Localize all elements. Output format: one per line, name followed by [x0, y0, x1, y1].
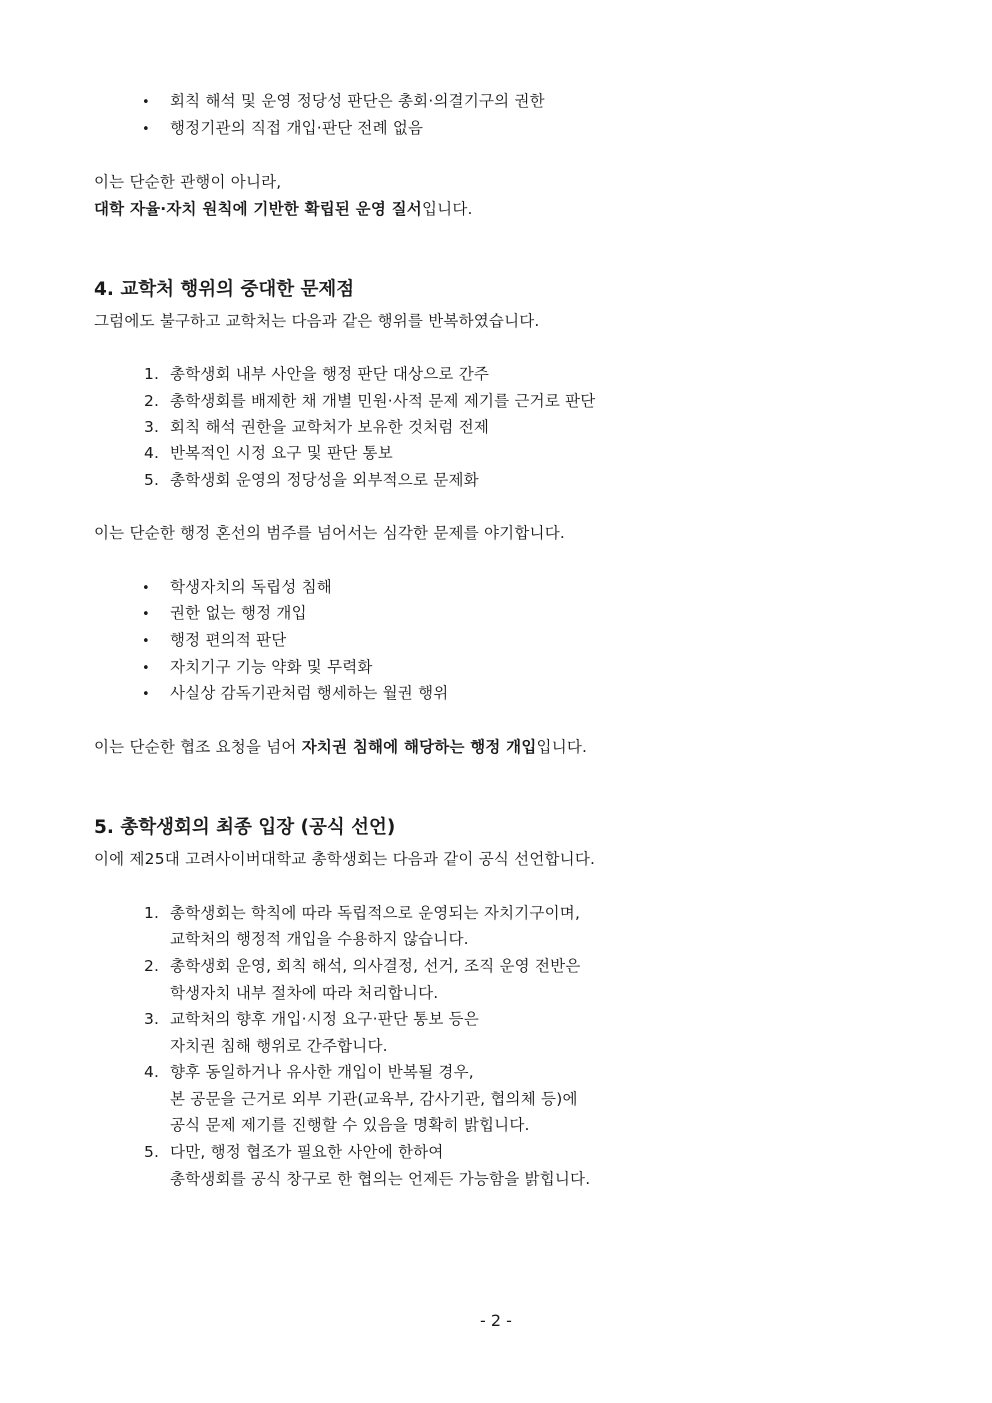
item-continuation: 학생자치 내부 절차에 따라 처리합니다.: [170, 984, 439, 1002]
item-number: 4.: [144, 1063, 160, 1081]
list-item: [142, 657, 373, 679]
item-number: 2.: [144, 957, 160, 975]
list-item-text: 행정 편의적 판단: [170, 631, 287, 649]
list-item-text: 학생자치의 독립성 침해: [170, 578, 332, 596]
paragraph-line: [94, 199, 473, 219]
list-item: [142, 630, 286, 652]
numbered-item: [144, 956, 581, 976]
paragraph-text: 입니다.: [421, 200, 473, 218]
item-number: 1.: [144, 365, 160, 383]
list-item: [142, 91, 545, 113]
numbered-item: [144, 903, 580, 923]
emphasis-text: 자치권 침해에 해당하는 행정 개입: [301, 738, 537, 756]
item-continuation: 본 공문을 근거로 외부 기관(교육부, 감사기관, 협의체 등)에: [170, 1090, 578, 1108]
paragraph-line: 이는 단순한 행정 혼선의 범주를 넘어서는 심각한 문제를 야기합니다.: [94, 524, 565, 542]
item-number: 2.: [144, 392, 160, 410]
item-text: 총학생회 내부 사안을 행정 판단 대상으로 간주: [170, 365, 490, 383]
item-number: 3.: [144, 418, 160, 436]
item-text: 교학처의 향후 개입·시정 요구·판단 통보 등은: [170, 1010, 480, 1028]
item-continuation: 교학처의 행정적 개입을 수용하지 않습니다.: [170, 930, 469, 948]
item-number: 3.: [144, 1010, 160, 1028]
bullet-icon: •: [142, 95, 150, 110]
item-text: 총학생회 운영, 회칙 해석, 의사결정, 선거, 조직 운영 전반은: [170, 957, 581, 975]
emphasis-text: 대학 자율·자치 원칙에 기반한 확립된 운영 질서: [94, 200, 422, 218]
list-item-text: 자치기구 기능 약화 및 무력화: [170, 658, 373, 676]
item-continuation: 총학생회를 공식 창구로 한 협의는 언제든 가능함을 밝힙니다.: [170, 1170, 591, 1188]
bullet-icon: •: [142, 122, 150, 137]
item-text: 총학생회는 학칙에 따라 독립적으로 운영되는 자치기구이며,: [170, 904, 581, 922]
item-text: 회칙 해석 권한을 교학처가 보유한 것처럼 전제: [170, 418, 490, 436]
numbered-item: [144, 1009, 479, 1029]
item-continuation: 자치권 침해 행위로 간주합니다.: [170, 1037, 388, 1055]
section-intro: 그럼에도 불구하고 교학처는 다음과 같은 행위를 반복하였습니다.: [94, 312, 540, 330]
list-item-text: 행정기관의 직접 개입·판단 전례 없음: [170, 119, 424, 137]
list-item: [142, 683, 448, 705]
bullet-icon: •: [142, 607, 150, 622]
bullet-icon: •: [142, 661, 150, 676]
list-item-text: 회칙 해석 및 운영 정당성 판단은 총회·의결기구의 권한: [170, 92, 545, 110]
item-number: 4.: [144, 444, 160, 462]
page-number: - 2 -: [480, 1311, 512, 1330]
section-intro: 이에 제25대 고려사이버대학교 총학생회는 다음과 같이 공식 선언합니다.: [94, 850, 596, 868]
numbered-item: [144, 391, 595, 411]
item-number: 1.: [144, 904, 160, 922]
section-heading: 4. 교학처 행위의 중대한 문제점: [94, 279, 355, 300]
list-item-text: 사실상 감독기관처럼 행세하는 월권 행위: [170, 684, 449, 702]
list-item: [142, 118, 423, 140]
numbered-item: [144, 470, 479, 490]
item-text: 반복적인 시정 요구 및 판단 통보: [170, 444, 393, 462]
paragraph-text: 입니다.: [536, 738, 588, 756]
item-text: 총학생회를 배제한 채 개별 민원·사적 문제 제기를 근거로 판단: [170, 392, 596, 410]
numbered-item: [144, 1142, 444, 1162]
item-text: 향후 동일하거나 유사한 개입이 반복될 경우,: [170, 1063, 474, 1081]
list-item: [142, 577, 332, 599]
numbered-item: [144, 443, 393, 463]
numbered-item: [144, 417, 489, 437]
item-continuation: 공식 문제 제기를 진행할 수 있음을 명확히 밝힙니다.: [170, 1116, 530, 1134]
item-number: 5.: [144, 1143, 160, 1161]
paragraph-line: 이는 단순한 관행이 아니라,: [94, 173, 282, 191]
numbered-item: [144, 364, 489, 384]
item-number: 5.: [144, 471, 160, 489]
section-heading: 5. 총학생회의 최종 입장 (공식 선언): [94, 817, 396, 838]
bullet-icon: •: [142, 581, 150, 596]
bullet-icon: •: [142, 634, 150, 649]
list-item-text: 권한 없는 행정 개입: [170, 604, 307, 622]
bullet-icon: •: [142, 687, 150, 702]
numbered-item: [144, 1062, 474, 1082]
list-item: [142, 603, 307, 625]
item-text: 총학생회 운영의 정당성을 외부적으로 문제화: [170, 471, 479, 489]
paragraph-line: [94, 737, 587, 757]
paragraph-text: 이는 단순한 협조 요청을 넘어: [94, 738, 302, 756]
item-text: 다만, 행정 협조가 필요한 사안에 한하여: [170, 1143, 444, 1161]
